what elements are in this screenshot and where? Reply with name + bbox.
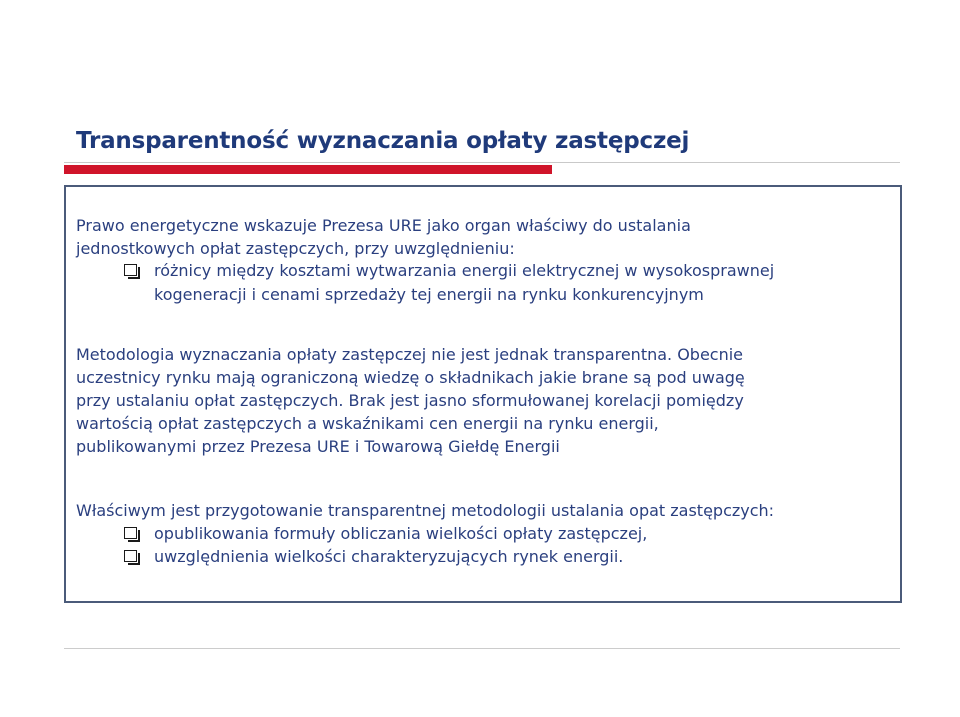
paragraph-2-line-3: przy ustalaniu opłat zastępczych. Brak jest jasno sformułowanej korelacji pomiędzy [76,391,744,410]
bullet-1-line-2: kogeneracji i cenami sprzedaży tej energii na rynku konkurencyjnym [154,285,704,304]
checkbox-bullet-icon [124,550,137,562]
paragraph-2-line-5: publikowanymi przez Prezesa URE i Towarową Giełdę Energii [76,437,560,456]
paragraph-1-line-1: Prawo energetyczne wskazuje Prezesa URE jako organ właściwy do ustalania [76,216,691,235]
paragraph-1-line-2: jednostkowych opłat zastępczych, przy uwzględnieniu: [76,239,515,258]
bullet-1-line-1: różnicy między kosztami wytwarzania energii elektrycznej w wysokosprawnej [154,261,775,280]
title-underline-red-bar [64,165,552,174]
bullet-3: uwzględnienia wielkości charakteryzujących rynek energii. [154,547,624,566]
checkbox-bullet-icon [124,264,137,276]
paragraph-2-line-2: uczestnicy rynku mają ograniczoną wiedzę o składnikach jakie brane są pod uwagę [76,368,745,387]
paragraph-2-line-1: Metodologia wyznaczania opłaty zastępczej nie jest jednak transparentna. Obecnie [76,345,744,364]
bullet-2: opublikowania formuły obliczania wielkości opłaty zastępczej, [154,524,648,543]
paragraph-3-line-1: Właściwym jest przygotowanie transparentnej metodologii ustalania opat zastępczych: [76,501,775,520]
footer-divider [64,648,900,649]
checkbox-bullet-icon [124,527,137,539]
slide-title: Transparentność wyznaczania opłaty zastępczej [76,128,690,154]
title-underline [64,162,900,174]
title-underline-grey [64,162,900,163]
paragraph-2-line-4: wartością opłat zastępczych a wskaźnikami cen energii na rynku energii, [76,414,659,433]
